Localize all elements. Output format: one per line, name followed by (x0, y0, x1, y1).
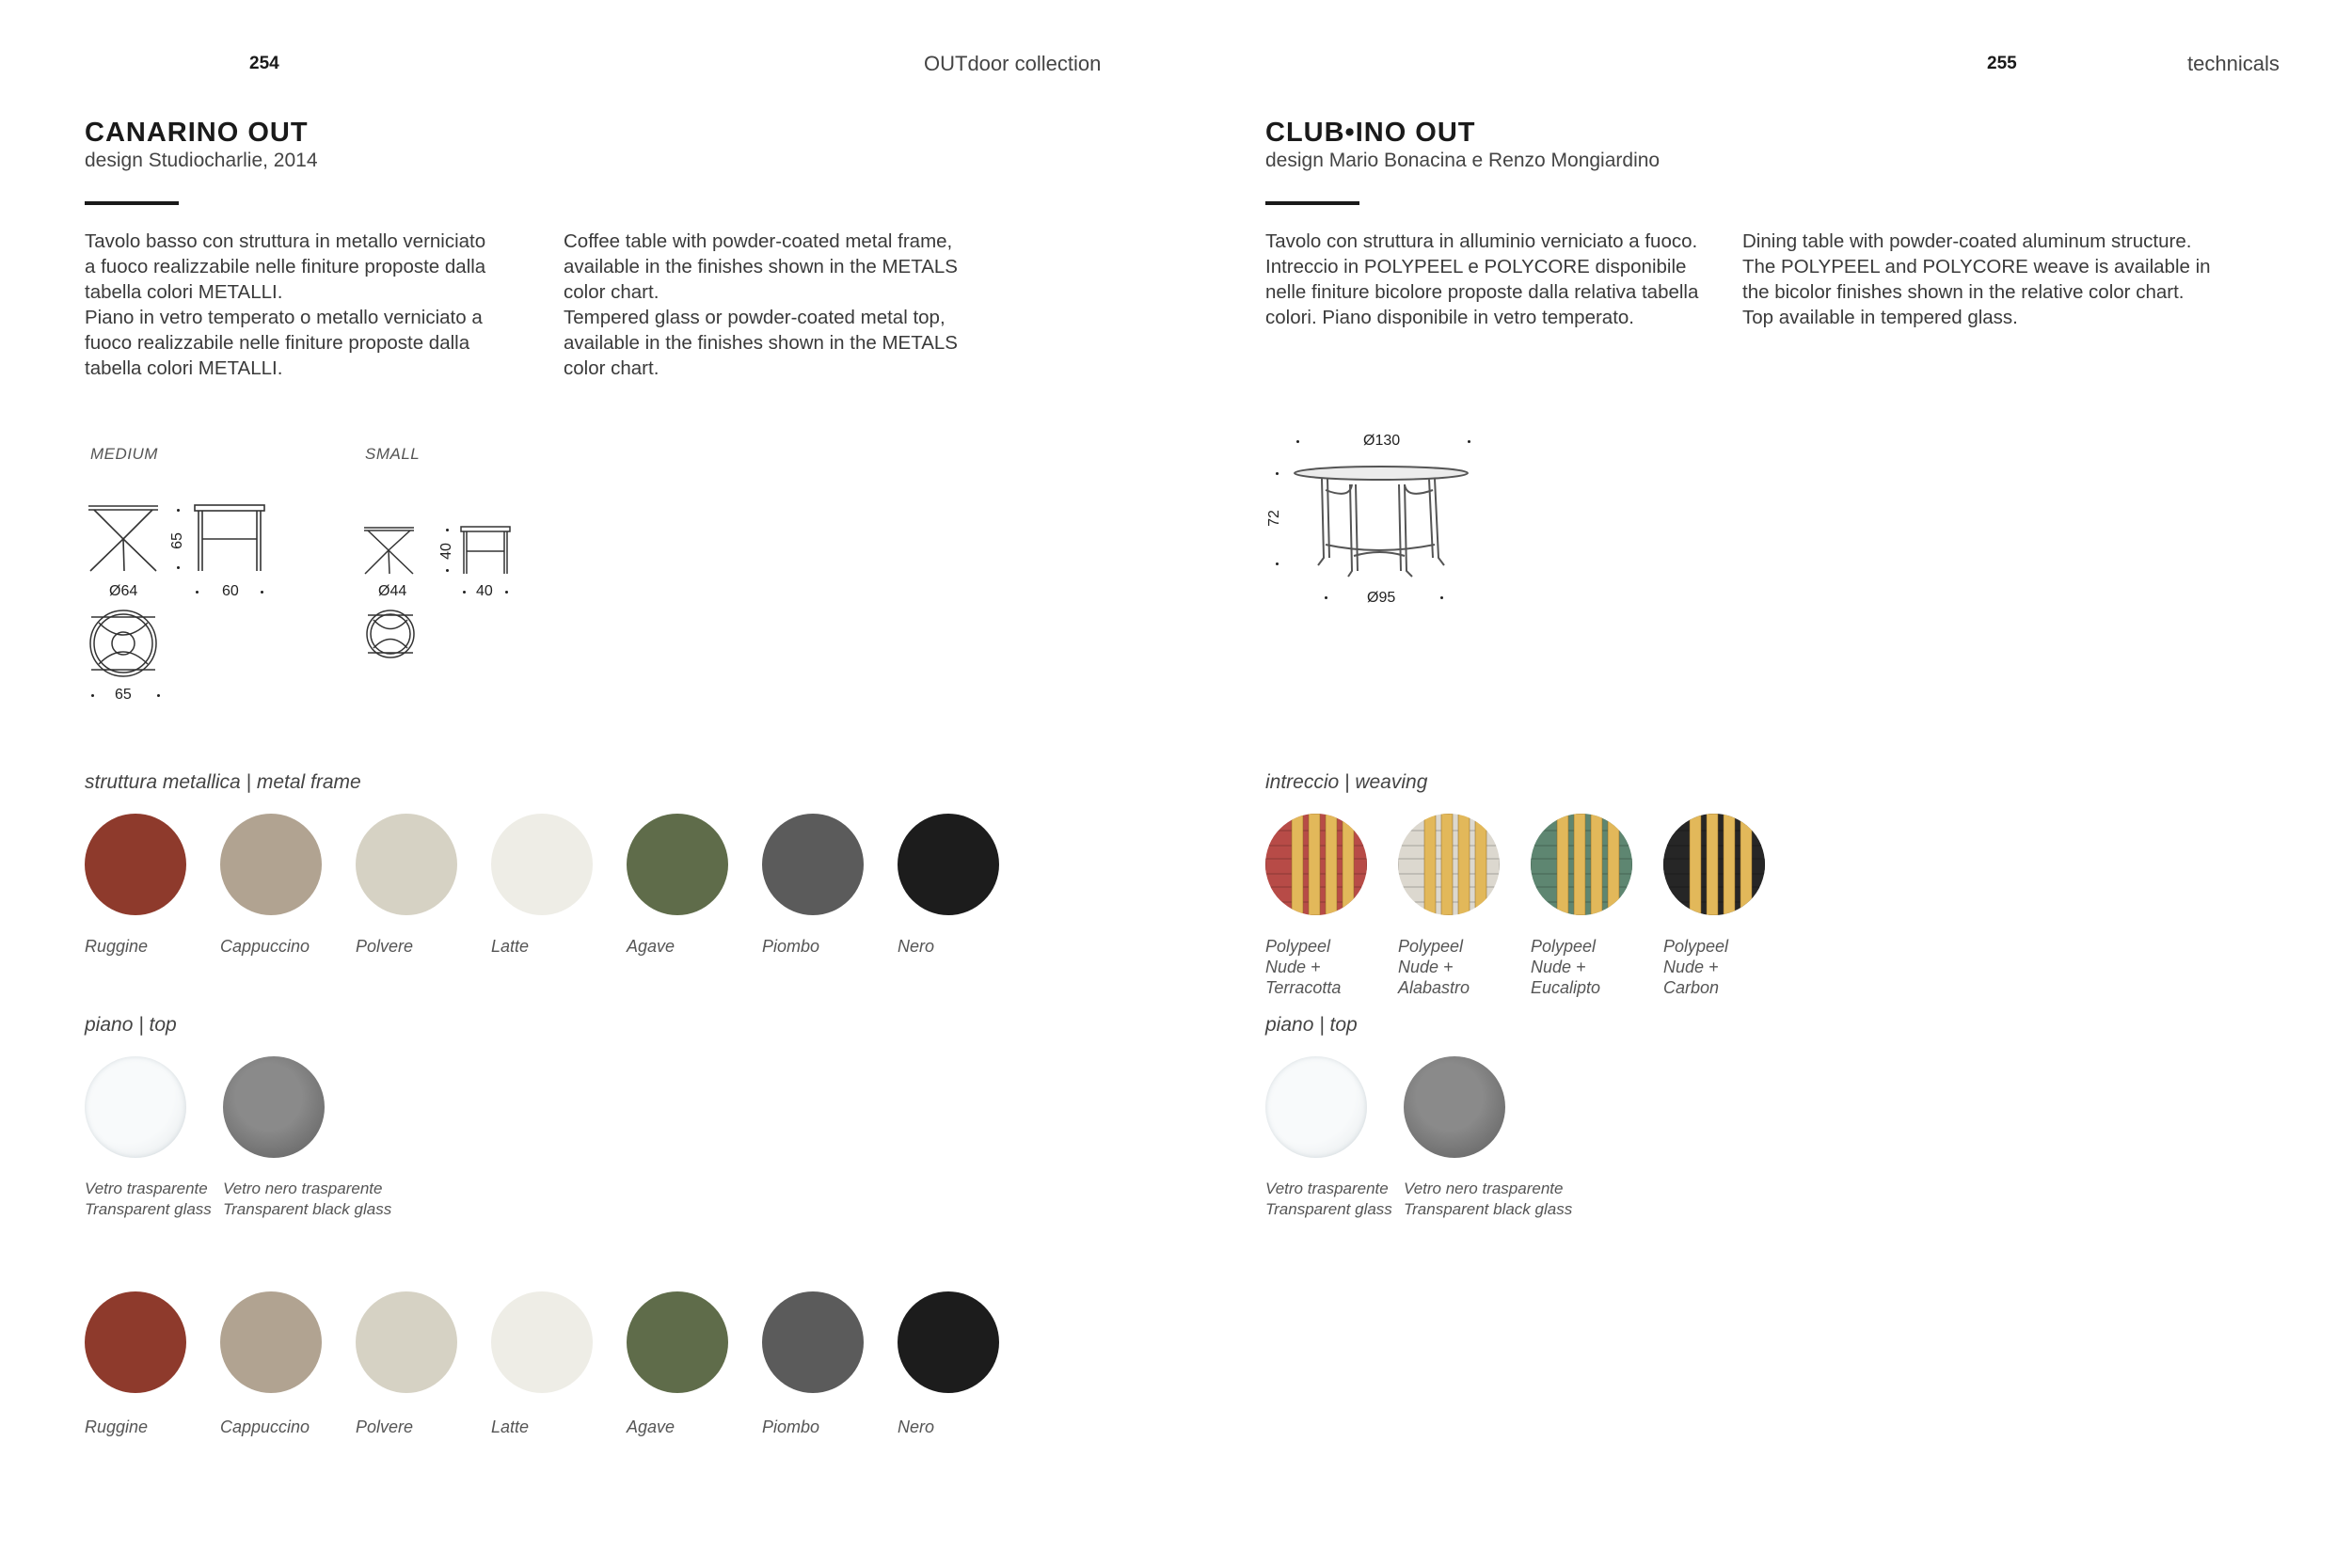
medium-top-view-drawing (87, 610, 163, 680)
table-height-dim: 72 (1265, 510, 1282, 527)
metal-top-color-label: Cappuccino (220, 1418, 310, 1436)
small-top-view-drawing (365, 610, 421, 661)
weave-label: Polypeel Nude + Alabastro (1398, 937, 1470, 997)
frame-color-label: Polvere (356, 937, 414, 956)
glass-label: Vetro trasparente Transparent glass (1265, 1180, 1392, 1218)
weave-swatch (1398, 814, 1500, 915)
small-side-view-drawing (362, 525, 419, 577)
weave-section-label: intreccio | weaving (1265, 771, 1428, 793)
weave-swatch (1663, 814, 1765, 915)
metal-top-color-swatch (898, 1291, 999, 1393)
right-page-number: 255 (1987, 54, 2017, 73)
metal-top-color-label: Piombo (762, 1418, 820, 1436)
medium-side-view-drawing (87, 503, 162, 574)
glass-label: Vetro nero trasparente Transparent black glass (223, 1180, 392, 1218)
product-title-clubino: CLUB•INO OUT (1265, 118, 1476, 148)
frame-color-swatch (85, 814, 186, 915)
glass-swatch (1265, 1056, 1367, 1158)
frame-color-label: Ruggine (85, 937, 149, 956)
glass-swatch (223, 1056, 325, 1158)
metal-top-color-label: Polvere (356, 1418, 414, 1436)
metal-top-color-swatch (85, 1291, 186, 1393)
frame-color-swatch (762, 814, 864, 915)
table-base-diameter-dim: Ø95 (1367, 590, 1396, 606)
top-section-label-left: piano | top (85, 1014, 177, 1036)
weave-label: Polypeel Nude + Eucalipto (1531, 937, 1601, 997)
metal-top-color-label: Agave (627, 1418, 675, 1436)
medium-width-dim: 60 (222, 583, 239, 599)
description-english-right: Dining table with powder-coated aluminum structure. The POLYPEEL and POLYCORE weave is available in the bicolor finishes shown in the relative color chart. Top available in tempered glass. (1742, 230, 2211, 328)
frame-color-label: Piombo (762, 937, 820, 956)
glass-label: Vetro nero trasparente Transparent black glass (1404, 1180, 1573, 1218)
medium-diameter-dim: Ø64 (109, 583, 138, 599)
weave-swatch (1531, 814, 1632, 915)
product-designer-clubino: design Mario Bonacina e Renzo Mongiardino (1265, 150, 1661, 171)
metal-top-color-swatch (762, 1291, 864, 1393)
product-designer-canarino: design Studiocharlie, 2014 (85, 150, 318, 171)
frame-color-swatch (356, 814, 457, 915)
weave-swatch (1265, 814, 1367, 915)
weave-label: Polypeel Nude + Carbon (1663, 937, 1729, 997)
description-italian-right: Tavolo con struttura in alluminio verniciato a fuoco. Intreccio in POLYPEEL e POLYCORE disponibile nelle finiture bicolore proposte dalla relativa tabella colori. Piano disponibile in vetro temperato. (1265, 230, 1699, 328)
dining-table-drawing (1294, 466, 1472, 583)
small-width-dim: 40 (476, 583, 493, 599)
table-top-diameter-dim: Ø130 (1363, 433, 1401, 449)
title-rule (85, 201, 179, 205)
frame-color-swatch (627, 814, 728, 915)
frame-color-swatch (220, 814, 322, 915)
metal-top-color-swatch (356, 1291, 457, 1393)
left-page-number: 254 (249, 54, 279, 73)
glass-swatch (1404, 1056, 1505, 1158)
metal-top-color-label: Nero (898, 1418, 935, 1436)
metal-top-color-swatch (627, 1291, 728, 1393)
small-front-view-drawing (459, 525, 516, 577)
metal-top-color-label: Latte (491, 1418, 530, 1436)
frame-color-label: Agave (627, 937, 675, 956)
top-section-label-right: piano | top (1265, 1014, 1358, 1036)
medium-height-dim: 65 (168, 532, 185, 549)
frame-color-swatch (898, 814, 999, 915)
size-label-small: SMALL (365, 445, 421, 463)
medium-front-view-drawing (193, 503, 268, 574)
description-english: Coffee table with powder-coated metal frame, available in the finishes shown in the METALS color chart. Tempered glass or powder-coated metal top, available in the finishes shown in the METALS color chart. (564, 230, 958, 379)
glass-label: Vetro trasparente Transparent glass (85, 1180, 212, 1218)
small-diameter-dim: Ø44 (378, 583, 407, 599)
glass-swatch (85, 1056, 186, 1158)
description-italian: Tavolo basso con struttura in metallo verniciato a fuoco realizzabile nelle finiture proposte dalla tabella colori METALLI. Piano in vetro temperato o metallo verniciato a fuoco realizzabile nelle finiture proposte dalla tabella colori METALLI. (85, 230, 486, 379)
frame-color-label: Latte (491, 937, 530, 956)
collection-title: OUTdoor collection (924, 52, 1102, 75)
metal-top-color-swatch (491, 1291, 593, 1393)
medium-top-dim: 65 (115, 687, 132, 703)
title-rule-right (1265, 201, 1359, 205)
metal-top-color-label: Ruggine (85, 1418, 149, 1436)
product-title-canarino: CANARINO OUT (85, 118, 309, 148)
metal-top-color-swatch (220, 1291, 322, 1393)
small-height-dim: 40 (437, 543, 454, 560)
size-label-medium: MEDIUM (90, 445, 158, 463)
frame-section-label: struttura metallica | metal frame (85, 771, 361, 793)
section-title: technicals (2187, 52, 2280, 75)
weave-label: Polypeel Nude + Terracotta (1265, 937, 1342, 997)
frame-color-label: Cappuccino (220, 937, 310, 956)
frame-color-swatch (491, 814, 593, 915)
frame-color-label: Nero (898, 937, 935, 956)
